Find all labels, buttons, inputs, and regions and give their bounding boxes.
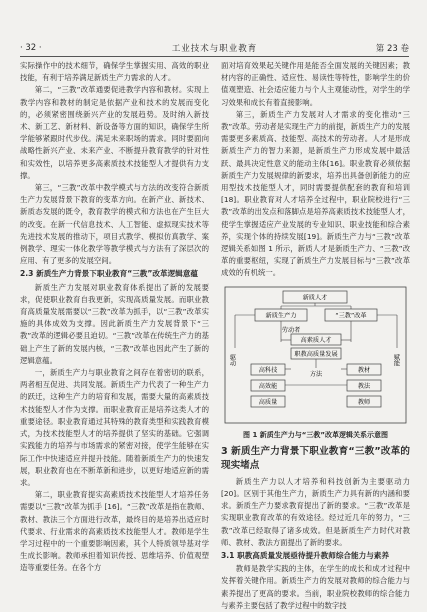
paragraph: 面对培育效果起关键作用是能否全面发展的关键因素；教材内容的正确性、适应性、易读性等特性，影响学生的价值观塑造、社会适应能力与个人主观能动性，对学生的学习效果和成长有着直接影响。 [221,61,410,107]
paragraph: 一，新质生产力与职业教育之间存在着密切的联系，两者相互促进、共同发展。新质生产力代表了一种生产力的跃迁，这种生产力的培育和发展，需要大量的高素质技术技能型人才作为支撑。而职业教育正是培养这类人才的重要途径。职业教育通过其特殊的教育类型和实践教育模式，为技术技能型人才的培养提供了坚实的基础。它强调实践能力的培养与市场需求的紧密对接，使学生能够在实际工作中快速适应并提升技能。随着新质生产力的快速发展，职业教育也在不断革新和进步，以更好地适应新的需求。 [20,368,209,487]
diagram-title: 新质人才 [302,294,328,302]
paragraph: 教师是教学实践的主体，在学生的成长和成才过程中发挥着关键作用。新质生产力的发展对教师的综合能力与素养提出了更高的要求。当前，职业院校教师的综合能力与素养主要包括了教学过程中的数字技 [221,564,410,610]
paragraph: 新质生产力发展对职业教育体系提出了新的发展要求，促使职业教育自我更新，实现高质量发展。而职业教育高质量发展需要以“三教”改革为抓手，以“三教”改革实施的具体成效为支撑。因此新质生产力发展背景下“三教”改革的逻辑必要且迫切。“三教”改革在传统生产力的基础上产生了新的发展内核，“三教”改革也因此产生了新的逻辑意蕴。 [20,282,209,365]
diagram-label-bottom-left: 高科技 [258,366,278,374]
diagram-label-driver: 驱动 [228,353,236,367]
section-heading-2-3: 2.3 新质生产力背景下职业教育“三教”改革逻辑意蕴 [20,269,198,279]
diagram-label-fangfa: 方法 [309,370,323,378]
logic-diagram [221,284,410,426]
paragraph: 第三，“三教”改革中教学模式与方法的改变符合新质生产力发展背景下教育的变革方向。在新产业、新技术、新质态发展的既令，教育教学的模式和方法也在产生巨大的改变。在新一代信息技术、人工智能、虚拟现实技术等先进技术发展的推动下，项目式教学、模拟仿真教学、案例教学、理实一体化教学等教学模式与方法有了深层次的应用、有了更多的发展空间。 [20,183,209,266]
right-column [221,60,410,612]
paragraph: 第三，新质生产力发展对人才需求的变化推动“三教”改革。劳动者是实现生产力的前提，新质生产力的发展需要更多素质高、技能型、高技术的劳动者。人才是形成新质生产力的智力来源，是新质生产力形成发展中最活跃、最具决定性意义的能动主体[16]。职业教育必须依据新质生产力发展规律的新要求，培养出具备创新能力的应用型技术技能型人才，同时需要提供配套的教育和培训[18]。职业教育对人才培养全过程中，职业院校进行“三教”改革的出发点和落脚点是培养高素质技术技能型人才，使学生掌握适应产业发展的专业知识、职业技能和综合素养，实现个体的持续发展[19]。新质生产力与“三教”改革逻辑关系如图 1 所示，新质人才是新质生产力、“三教”改革的重要枢纽，实现了新质生产力发展目标与“三教”改革成效的有机统一。 [221,109,410,278]
paragraph: 实际操作中的技术细节，确保学生掌握实用、高效的职业技能，有利于培养满足新质生产力需求的人才。 [20,61,209,83]
diagram-label-bottom-mid: 高效能 [258,382,278,390]
diagram-label-bottom-right: 高质量 [258,398,278,406]
diagram-label-sanjiao: “三教”改革 [335,312,367,320]
diagram-label-right-bot: 教师 [357,398,371,406]
diagram-label-right-top: 教材 [357,366,371,374]
diagram-label-center-top: 高素质人才 [300,336,332,344]
diagram-label-side: 赋能 [392,353,400,367]
page-header [20,41,409,55]
paragraph: 新质生产力以人才培养和科技创新为主要驱动力[20]。区别于其他生产力，新质生产力具有新的内涵和要求。新质生产力要求教育提出了新的要求。“三教”改革是实现职业教育改革的有效途径。经过近几年的努力，“三教”改革已经取得了诸多成效。但是新质生产力时代对教师、教材、教法方面提出了新的要求。 [221,476,410,547]
page-number: · 32 · [20,43,42,53]
section-heading-3-1: 3.1 职教高质量发展亟待提升教师综合能力与素养 [221,551,389,561]
diagram-label-center-mid: 职教高质量发展 [294,350,338,358]
paragraph: 第二，职业教育提实高素质技术技能型人才培养任务需要以“三教”改革为抓手 [16]。“三教”改革是指在教师、教材、教法三个方面进行改革，最终目的是培养出适应时代要求、行业需求的高素质技术技能型人才。教师是学生学习过程中的一个重要影响因素，其个人特质领导基对学生成长影响。教师承担着知识传授、思维培养、价值观塑造等重要任务。在各个方 [20,490,209,573]
section-heading-3: 3 新质生产力背景下职业教育“三教”改革的现实堵点 [221,445,410,471]
diagram-label-right-mid: 教法 [357,382,371,390]
figure-caption: 图 1 新质生产力与“三教”改革逻辑关系示意图 [243,430,388,439]
diagram-label-xzscl: 新质生产力 [265,312,297,320]
figure-1 [221,284,410,426]
journal-title: 工业技术与职业教育 [171,44,258,54]
volume-label: 第 23 卷 [375,44,409,54]
header-rule [20,56,409,57]
paragraph: 第二，“三教”改革通要促进教学内容和教材。实现上教学内容和教材的制定是依据产业和技术的发展而变化的，必须紧密围绕新兴产业的发展趋势。及时纳入新技术、新工艺、新材料、新设备等方面的知识，确保学生所学能够紧跟时代步伐。满足未来职场的需求。同时要面向战略性新兴产业、未来产业、不断提升教育教学的针对性和实效性，以培养更多高素质技术技能型人才提供有力支撑。 [20,85,209,180]
diagram-label-laodongzhe: 劳动者 [281,326,301,334]
left-column [20,60,209,575]
